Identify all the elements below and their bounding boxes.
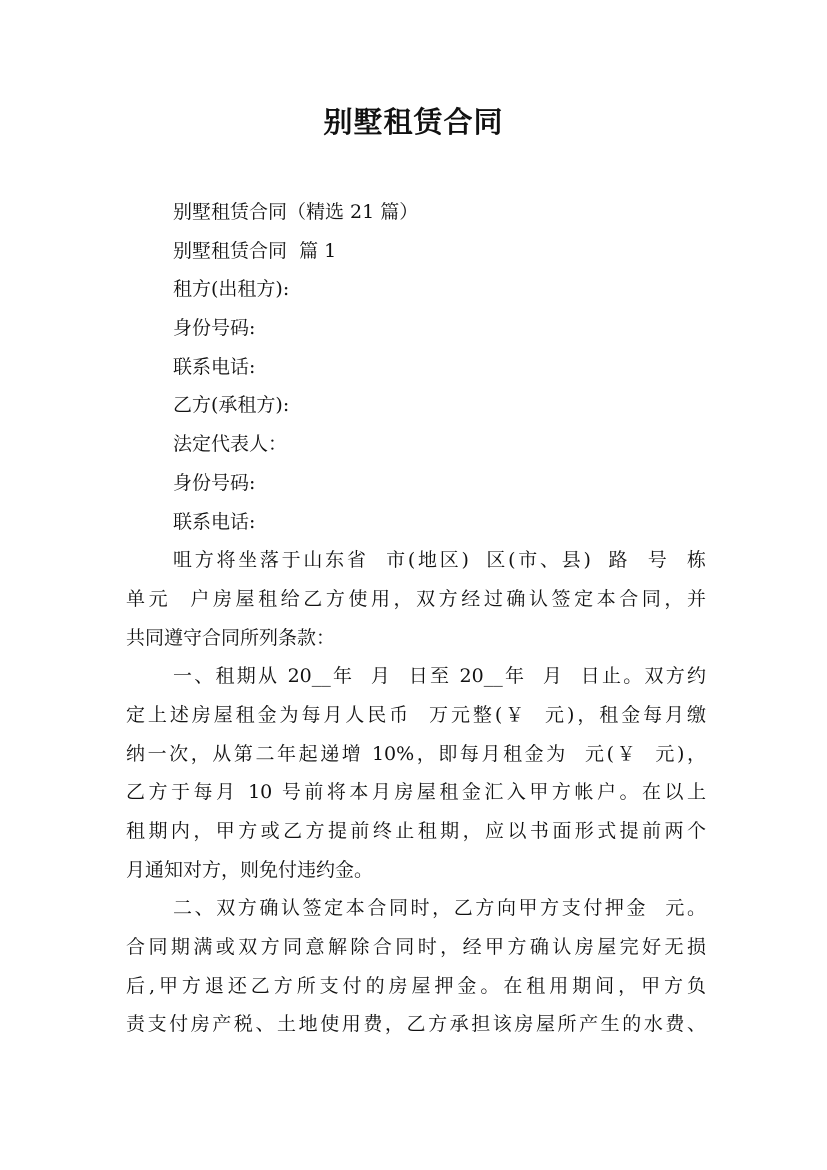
lessee-phone-label: 联系电话: xyxy=(173,510,256,533)
clause-one-line: 一、租期从 20__年 月 日至 20__年 月 日止。双方约 xyxy=(173,665,706,688)
paragraph-intro-line: 咀方将坐落于山东省 市(地区) 区(市、县) 路 号 栋 xyxy=(173,549,706,572)
clause-one-line: 纳一次，从第二年起递增 10%，即每月租金为 元(￥ 元)， xyxy=(126,742,706,765)
clause-one-line: 月通知对方，则免付违约金。 xyxy=(126,858,374,881)
legal-representative-label: 法定代表人： xyxy=(173,433,288,456)
clause-two-line: 后,甲方退还乙方所支付的房屋押金。在租用期间，甲方负 xyxy=(126,974,706,997)
clause-two-line: 责支付房产税、土地使用费，乙方承担该房屋所产生的水费、 xyxy=(126,1013,706,1036)
lessee-id-label: 身份号码: xyxy=(173,471,256,494)
clause-one-line: 租期内，甲方或乙方提前终止租期，应以书面形式提前两个 xyxy=(126,820,706,842)
clause-one-line: 乙方于每月 10 号前将本月房屋租金汇入甲方帐户。在以上 xyxy=(126,781,706,804)
clause-two-line: 合同期满或双方同意解除合同时，经甲方确认房屋完好无损 xyxy=(126,936,706,959)
document-body xyxy=(126,193,706,1044)
subtitle-line: 别墅租赁合同（精选 21 篇） xyxy=(173,201,419,223)
paragraph-intro-line: 单元 户房屋租给乙方使用，双方经过确认签定本合同，并 xyxy=(126,587,706,610)
lessor-phone-label: 联系电话: xyxy=(173,355,256,378)
lessor-id-label: 身份号码: xyxy=(173,317,256,340)
clause-one-line: 定上述房屋租金为每月人民币 万元整(￥ 元)，租金每月缴 xyxy=(126,703,706,726)
lessor-label: 租方(出租方): xyxy=(173,278,290,301)
document-title: 别墅租赁合同 xyxy=(323,105,504,139)
section-heading: 别墅租赁合同 篇 1 xyxy=(173,239,337,262)
clause-two-line: 二、双方确认签定本合同时，乙方向甲方支付押金 元。 xyxy=(173,897,706,920)
lessee-label: 乙方(承租方): xyxy=(173,394,290,417)
paragraph-intro-line: 共同遵守合同所列条款： xyxy=(126,626,336,649)
